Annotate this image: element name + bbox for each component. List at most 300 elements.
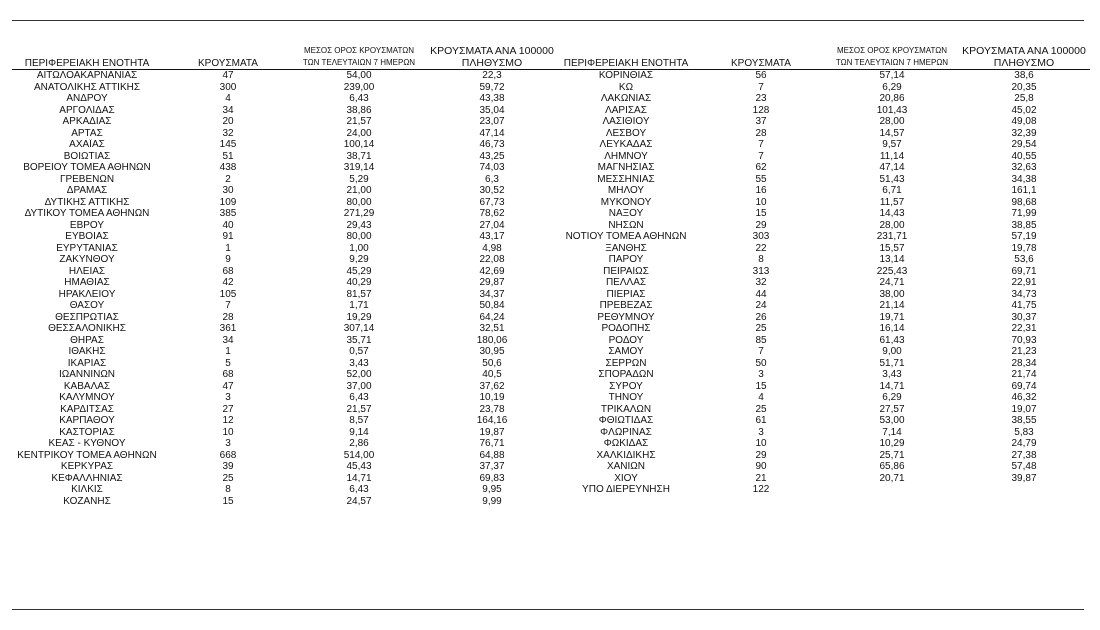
avg-7day-cell: 3,43 — [349, 357, 369, 369]
cases-cell: 10 — [755, 438, 767, 449]
table-row — [12, 105, 560, 117]
avg-7day-cell: 27,57 — [879, 403, 905, 415]
cases-cell: 128 — [752, 104, 770, 116]
per-100k-cell: 67,73 — [479, 196, 505, 208]
region-cell: ΚΩ — [618, 81, 634, 93]
per-100k-cell: 25,8 — [1014, 93, 1034, 104]
table-row — [556, 139, 1090, 151]
avg-7day-cell: 9,14 — [349, 426, 369, 438]
avg-7day-cell: 21,57 — [346, 116, 372, 127]
header-7day-average — [294, 44, 424, 70]
avg-7day-cell: 6,71 — [882, 185, 902, 196]
avg-7day-cell: 19,71 — [879, 311, 905, 323]
table-row — [556, 346, 1090, 358]
region-cell: ΠΙΕΡΙΑΣ — [606, 288, 646, 300]
avg-7day-cell: 54,00 — [346, 70, 372, 81]
per-100k-cell: 19,87 — [479, 426, 505, 438]
region-cell: ΑΡΤΑΣ — [71, 127, 103, 139]
cases-cell: 8 — [225, 484, 231, 495]
per-100k-cell: 22,31 — [1011, 323, 1037, 334]
header-per-line2: ΠΛΗΘΥΣΜΟ — [993, 57, 1055, 69]
avg-7day-cell: 65,86 — [879, 461, 905, 472]
table-row — [556, 254, 1090, 266]
per-100k-cell: 35,04 — [479, 104, 505, 116]
per-100k-cell: 53,6 — [1014, 254, 1034, 265]
avg-7day-cell: 11,57 — [879, 196, 905, 208]
avg-7day-cell: 25,71 — [879, 449, 905, 461]
avg-7day-cell: 2,86 — [349, 438, 369, 449]
cases-cell: 4 — [758, 392, 764, 403]
region-cell: ΤΡΙΚΑΛΩΝ — [600, 403, 652, 415]
bottom-rule — [12, 609, 1084, 610]
table-row — [12, 128, 560, 140]
table-row — [12, 461, 560, 473]
per-100k-cell: 180,06 — [476, 334, 508, 346]
per-100k-cell: 5,83 — [1014, 426, 1034, 438]
avg-7day-cell: 81,57 — [346, 288, 372, 300]
header-avg-line1: ΜΕΣΟΣ ΟΡΟΣ ΚΡΟΥΣΜΑΤΩΝ — [836, 46, 948, 55]
table-row — [556, 266, 1090, 278]
cases-cell: 34 — [222, 334, 234, 346]
table-row — [12, 174, 560, 186]
table-row — [12, 82, 560, 94]
per-100k-cell: 34,38 — [1011, 173, 1037, 185]
cases-cell: 27 — [222, 403, 234, 415]
avg-7day-cell: 37,00 — [346, 380, 372, 392]
table-row — [12, 358, 560, 370]
table-row — [556, 231, 1090, 243]
per-100k-cell: 64,88 — [479, 449, 505, 461]
header-region: ΠΕΡΙΦΕΡΕΙΑΚΗ ΕΝΟΤΗΤΑ — [556, 44, 696, 70]
cases-cell: 109 — [219, 196, 237, 208]
per-100k-cell: 50,84 — [479, 300, 505, 311]
cases-cell: 3 — [225, 392, 231, 403]
per-100k-cell: 9,95 — [482, 484, 502, 495]
region-cell: ΝΑΞΟΥ — [608, 208, 644, 219]
cases-cell: 25 — [755, 323, 767, 334]
cases-cell: 68 — [222, 369, 234, 380]
avg-7day-cell: 6,29 — [882, 392, 902, 403]
header-per-line2: ΠΛΗΘΥΣΜΟ — [461, 57, 523, 69]
table-row — [556, 82, 1090, 94]
avg-7day-cell: 6,29 — [882, 81, 902, 93]
per-100k-cell: 9,99 — [482, 495, 502, 507]
region-cell: ΗΜΑΘΙΑΣ — [64, 277, 110, 288]
per-100k-cell: 19,07 — [1011, 403, 1037, 415]
avg-7day-cell: 21,57 — [346, 403, 372, 415]
cases-cell: 32 — [755, 277, 767, 288]
cases-cell: 2 — [225, 173, 231, 185]
avg-7day-cell: 3,43 — [882, 369, 902, 380]
per-100k-cell: 27,38 — [1011, 449, 1037, 461]
table-row — [556, 151, 1090, 163]
region-cell: ΦΩΚΙΔΑΣ — [603, 438, 649, 449]
region-cell: ΔΥΤΙΚΟΥ ΤΟΜΕΑ ΑΘΗΝΩΝ — [24, 208, 150, 219]
avg-7day-cell: 225,43 — [876, 265, 908, 277]
per-100k-cell: 45,02 — [1011, 104, 1037, 116]
region-cell: ΜΕΣΣΗΝΙΑΣ — [597, 173, 655, 185]
region-cell: ΞΑΝΘΗΣ — [605, 242, 647, 254]
avg-7day-cell: 61,43 — [879, 334, 905, 346]
cases-cell: 303 — [752, 231, 770, 242]
avg-7day-cell: 6,43 — [349, 484, 369, 495]
per-100k-cell: 71,99 — [1011, 208, 1037, 219]
cases-cell: 15 — [755, 380, 767, 392]
region-cell: ΚΕΡΚΥΡΑΣ — [60, 461, 114, 472]
region-cell: ΚΙΛΚΙΣ — [71, 484, 103, 495]
table-row — [556, 174, 1090, 186]
table-row — [12, 496, 560, 508]
table-row — [556, 300, 1090, 312]
table-row — [12, 323, 560, 335]
table-row — [12, 162, 560, 174]
cases-cell: 15 — [222, 495, 234, 507]
table-row — [556, 427, 1090, 439]
region-cell: ΚΑΒΑΛΑΣ — [63, 380, 111, 392]
cases-cell: 145 — [219, 139, 237, 150]
per-100k-cell: 49,08 — [1011, 116, 1037, 127]
cases-cell: 4 — [225, 93, 231, 104]
table-row — [12, 208, 560, 220]
per-100k-cell: 23,78 — [479, 403, 505, 415]
region-cell: ΔΥΤΙΚΗΣ ΑΤΤΙΚΗΣ — [44, 196, 130, 208]
avg-7day-cell: 45,43 — [346, 461, 372, 472]
region-cell: ΛΕΥΚΑΔΑΣ — [599, 139, 653, 150]
cases-cell: 22 — [755, 242, 767, 254]
header-cases: ΚΡΟΥΣΜΑΤΑ — [162, 44, 294, 70]
region-cell: ΕΥΒΟΙΑΣ — [65, 231, 109, 242]
avg-7day-cell: 1,00 — [349, 242, 369, 254]
avg-7day-cell: 0,57 — [349, 346, 369, 357]
avg-7day-cell: 6,43 — [349, 392, 369, 403]
per-100k-cell: 40,5 — [482, 369, 502, 380]
header-avg-line2: ΤΩΝ ΤΕΛΕΥΤΑΙΩΝ 7 ΗΜΕΡΩΝ — [835, 58, 949, 67]
per-100k-cell: 4,98 — [482, 242, 502, 254]
per-100k-cell: 23,07 — [479, 116, 505, 127]
avg-7day-cell: 5,29 — [349, 173, 369, 185]
avg-7day-cell: 19,29 — [346, 311, 372, 323]
cases-cell: 361 — [219, 323, 237, 334]
region-cell: ΛΑΡΙΣΑΣ — [605, 104, 647, 116]
cases-cell: 51 — [222, 150, 234, 162]
table-row — [12, 427, 560, 439]
region-cell: ΘΗΡΑΣ — [70, 334, 104, 346]
per-100k-cell: 32,51 — [479, 323, 505, 334]
avg-7day-cell: 40,29 — [346, 277, 372, 288]
avg-7day-cell: 45,29 — [346, 265, 372, 277]
avg-7day-cell: 10,29 — [879, 438, 905, 449]
avg-7day-cell: 11,14 — [879, 150, 905, 162]
avg-7day-cell: 15,57 — [879, 242, 905, 254]
table-row — [556, 450, 1090, 462]
cases-cell: 37 — [755, 116, 767, 127]
per-100k-cell: 20,35 — [1011, 81, 1037, 93]
header-per-line1: ΚΡΟΥΣΜΑΤΑ ΑΝΑ 100000 — [962, 45, 1086, 57]
avg-7day-cell: 21,00 — [346, 185, 372, 196]
table-row — [556, 185, 1090, 197]
cases-cell: 85 — [755, 334, 767, 346]
table-row — [12, 197, 560, 209]
per-100k-cell: 32,63 — [1011, 162, 1037, 173]
cases-cell: 16 — [755, 185, 767, 196]
header-cases-per-100k — [424, 44, 560, 70]
avg-7day-cell: 319,14 — [343, 162, 375, 173]
avg-7day-cell: 101,43 — [876, 104, 908, 116]
avg-7day-cell: 271,29 — [343, 208, 375, 219]
region-cell: ΣΑΜΟΥ — [608, 346, 644, 357]
per-100k-cell: 43,17 — [479, 231, 505, 242]
region-cell: ΜΑΓΝΗΣΙΑΣ — [597, 162, 655, 173]
table-row — [12, 220, 560, 232]
avg-7day-cell: 38,71 — [346, 150, 372, 162]
region-cell: ΚΕΝΤΡΙΚΟΥ ΤΟΜΕΑ ΑΘΗΝΩΝ — [17, 449, 157, 461]
table-row — [556, 208, 1090, 220]
avg-7day-cell: 20,71 — [879, 472, 905, 484]
per-100k-cell: 19,78 — [1011, 242, 1037, 254]
table-header-row — [556, 44, 1090, 70]
table-row — [12, 415, 560, 427]
avg-7day-cell: 52,00 — [346, 369, 372, 380]
header-per-line1: ΚΡΟΥΣΜΑΤΑ ΑΝΑ 100000 — [430, 45, 554, 57]
per-100k-cell: 76,71 — [479, 438, 505, 449]
region-cell: ΙΚΑΡΙΑΣ — [67, 357, 107, 369]
cases-cell: 122 — [752, 484, 770, 495]
cases-cell: 12 — [222, 415, 234, 426]
avg-7day-cell: 51,43 — [879, 173, 905, 185]
avg-7day-cell: 9,29 — [349, 254, 369, 265]
per-100k-cell: 29,54 — [1011, 139, 1037, 150]
cases-cell: 15 — [755, 208, 767, 219]
avg-7day-cell: 80,00 — [346, 196, 372, 208]
region-cell: ΑΝΑΤΟΛΙΚΗΣ ΑΤΤΙΚΗΣ — [33, 81, 141, 93]
table-row — [556, 369, 1090, 381]
per-100k-cell: 6,3 — [485, 173, 499, 185]
region-cell: ΚΑΛΥΜΝΟΥ — [59, 392, 115, 403]
per-100k-cell: 24,79 — [1011, 438, 1037, 449]
avg-7day-cell: 307,14 — [343, 323, 375, 334]
region-cell: ΑΡΓΟΛΙΔΑΣ — [59, 104, 115, 116]
region-cell: ΘΕΣΣΑΛΟΝΙΚΗΣ — [48, 323, 126, 334]
cases-cell: 385 — [219, 208, 237, 219]
region-cell: ΙΩΑΝΝΙΝΩΝ — [58, 369, 116, 380]
cases-cell: 7 — [758, 81, 764, 93]
cases-cell: 39 — [222, 461, 234, 472]
per-100k-cell: 21,74 — [1011, 369, 1037, 380]
cases-cell: 1 — [225, 242, 231, 254]
region-cell: ΖΑΚΥΝΘΟΥ — [59, 254, 115, 265]
cases-table-right — [556, 44, 1090, 496]
region-cell: ΚΕΦΑΛΛΗΝΙΑΣ — [51, 472, 123, 484]
region-cell: ΝΟΤΙΟΥ ΤΟΜΕΑ ΑΘΗΝΩΝ — [565, 231, 687, 242]
header-avg-line1: ΜΕΣΟΣ ΟΡΟΣ ΚΡΟΥΣΜΑΤΩΝ — [303, 46, 415, 55]
table-row — [556, 461, 1090, 473]
avg-7day-cell: 80,00 — [346, 231, 372, 242]
per-100k-cell: 41,75 — [1011, 300, 1037, 311]
avg-7day-cell: 38,00 — [879, 288, 905, 300]
region-cell: ΑΡΚΑΔΙΑΣ — [62, 116, 112, 127]
avg-7day-cell: 8,57 — [349, 415, 369, 426]
region-cell: ΛΑΣΙΘΙΟΥ — [602, 116, 650, 127]
region-cell: ΧΑΛΚΙΔΙΚΗΣ — [596, 449, 656, 461]
per-100k-cell: 21,23 — [1011, 346, 1037, 357]
avg-7day-cell: 14,71 — [879, 380, 905, 392]
table-row — [556, 277, 1090, 289]
cases-cell: 62 — [755, 162, 767, 173]
cases-cell: 44 — [755, 288, 767, 300]
table-row — [556, 197, 1090, 209]
cases-cell: 313 — [752, 265, 770, 277]
cases-cell: 7 — [758, 346, 764, 357]
table-row — [556, 93, 1090, 105]
table-row — [12, 139, 560, 151]
cases-cell: 47 — [222, 380, 234, 392]
per-100k-cell: 161,1 — [1011, 185, 1037, 196]
avg-7day-cell: 20,86 — [879, 93, 905, 104]
table-row — [12, 300, 560, 312]
region-cell: ΠΕΙΡΑΙΩΣ — [603, 265, 649, 277]
per-100k-cell: 27,04 — [479, 219, 505, 231]
per-100k-cell: 98,68 — [1011, 196, 1037, 208]
avg-7day-cell: 14,43 — [879, 208, 905, 219]
table-row — [556, 162, 1090, 174]
table-body-left — [12, 70, 560, 508]
header-avg-line2: ΤΩΝ ΤΕΛΕΥΤΑΙΩΝ 7 ΗΜΕΡΩΝ — [302, 58, 416, 67]
per-100k-cell: 69,74 — [1011, 380, 1037, 392]
per-100k-cell: 57,19 — [1011, 231, 1037, 242]
cases-table-left — [12, 44, 560, 507]
avg-7day-cell: 14,57 — [879, 127, 905, 139]
region-cell: ΒΟΡΕΙΟΥ ΤΟΜΕΑ ΑΘΗΝΩΝ — [23, 162, 151, 173]
avg-7day-cell: 53,00 — [879, 415, 905, 426]
cases-cell: 300 — [219, 81, 237, 93]
per-100k-cell: 78,62 — [479, 208, 505, 219]
region-cell: ΡΟΔΟΥ — [608, 334, 644, 346]
region-cell: ΠΕΛΛΑΣ — [605, 277, 647, 288]
region-cell: ΣΠΟΡΑΔΩΝ — [598, 369, 654, 380]
cases-cell: 7 — [758, 139, 764, 150]
table-row — [12, 254, 560, 266]
per-100k-cell: 22,08 — [479, 254, 505, 265]
table-row — [556, 312, 1090, 324]
table-row — [12, 369, 560, 381]
region-cell: ΕΥΡΥΤΑΝΙΑΣ — [56, 242, 118, 254]
table-row — [556, 381, 1090, 393]
per-100k-cell: 64,24 — [479, 311, 505, 323]
region-cell: ΧΙΟΥ — [614, 472, 638, 484]
region-cell: ΚΕΑΣ - ΚΥΘΝΟΥ — [48, 438, 126, 449]
region-cell: ΘΕΣΠΡΩΤΙΑΣ — [55, 311, 119, 323]
region-cell: ΤΗΝΟΥ — [608, 392, 644, 403]
cases-cell: 25 — [222, 472, 234, 484]
avg-7day-cell: 28,00 — [879, 219, 905, 231]
per-100k-cell: 22,3 — [482, 70, 502, 81]
avg-7day-cell: 24,57 — [346, 495, 372, 507]
cases-cell: 25 — [755, 403, 767, 415]
table-row — [12, 277, 560, 289]
cases-cell: 10 — [755, 196, 767, 208]
avg-7day-cell: 21,14 — [879, 300, 905, 311]
table-row — [556, 438, 1090, 450]
cases-cell: 28 — [755, 127, 767, 139]
region-cell: ΚΟΖΑΝΗΣ — [63, 495, 111, 507]
per-100k-cell: 38,55 — [1011, 415, 1037, 426]
cases-cell: 34 — [222, 104, 234, 116]
avg-7day-cell: 16,14 — [879, 323, 905, 334]
region-cell: ΣΕΡΡΩΝ — [605, 357, 647, 369]
cases-cell: 3 — [758, 426, 764, 438]
per-100k-cell: 42,69 — [479, 265, 505, 277]
avg-7day-cell: 51,71 — [879, 357, 905, 369]
table-row — [556, 335, 1090, 347]
table-row — [556, 70, 1090, 82]
per-100k-cell: 74,03 — [479, 162, 505, 173]
avg-7day-cell: 514,00 — [343, 449, 375, 461]
avg-7day-cell: 38,86 — [346, 104, 372, 116]
per-100k-cell: 22,91 — [1011, 277, 1037, 288]
cases-cell: 50 — [755, 357, 767, 369]
region-cell: ΥΠΟ ΔΙΕΡΕΥΝΗΣΗ — [582, 484, 670, 495]
avg-7day-cell: 239,00 — [343, 81, 375, 93]
per-100k-cell: 37,37 — [479, 461, 505, 472]
per-100k-cell: 69,71 — [1011, 265, 1037, 277]
region-cell: ΧΑΝΙΩΝ — [606, 461, 646, 472]
table-row — [12, 312, 560, 324]
region-cell: ΣΥΡΟΥ — [609, 380, 643, 392]
cases-cell: 30 — [222, 185, 234, 196]
table-row — [12, 185, 560, 197]
avg-7day-cell: 6,43 — [349, 93, 369, 104]
avg-7day-cell: 100,14 — [343, 139, 375, 150]
avg-7day-cell: 231,71 — [876, 231, 908, 242]
region-cell: ΕΒΡΟΥ — [69, 219, 105, 231]
table-row — [556, 404, 1090, 416]
table-row — [556, 358, 1090, 370]
region-cell: ΜΥΚΟΝΟΥ — [600, 196, 652, 208]
per-100k-cell: 39,87 — [1011, 472, 1037, 484]
cases-cell: 26 — [755, 311, 767, 323]
region-cell: ΑΧΑΪΑΣ — [69, 139, 105, 150]
table-row — [556, 289, 1090, 301]
cases-cell: 42 — [222, 277, 234, 288]
region-cell: ΙΘΑΚΗΣ — [68, 346, 106, 357]
per-100k-cell: 38,6 — [1014, 70, 1034, 81]
region-cell: ΛΗΜΝΟΥ — [604, 150, 648, 162]
table-body-right — [556, 70, 1090, 496]
header-cases-per-100k — [958, 44, 1090, 70]
per-100k-cell: 37,62 — [479, 380, 505, 392]
cases-cell: 55 — [755, 173, 767, 185]
region-cell: ΘΑΣΟΥ — [69, 300, 105, 311]
table-row — [556, 392, 1090, 404]
per-100k-cell: 43,38 — [479, 93, 505, 104]
per-100k-cell: 43,25 — [479, 150, 505, 162]
cases-cell: 23 — [755, 93, 767, 104]
avg-7day-cell: 24,71 — [879, 277, 905, 288]
table-row — [12, 93, 560, 105]
cases-cell: 20 — [222, 116, 234, 127]
cases-cell: 9 — [225, 254, 231, 265]
cases-cell: 24 — [755, 300, 767, 311]
region-cell: ΓΡΕΒΕΝΩΝ — [59, 173, 115, 185]
table-row — [556, 243, 1090, 255]
region-cell: ΑΙΤΩΛΟΑΚΑΡΝΑΝΙΑΣ — [36, 70, 138, 81]
per-100k-cell: 70,93 — [1011, 334, 1037, 346]
table-row — [556, 128, 1090, 140]
per-100k-cell: 59,72 — [479, 81, 505, 93]
table-row — [556, 415, 1090, 427]
avg-7day-cell — [826, 484, 958, 496]
cases-cell: 105 — [219, 288, 237, 300]
